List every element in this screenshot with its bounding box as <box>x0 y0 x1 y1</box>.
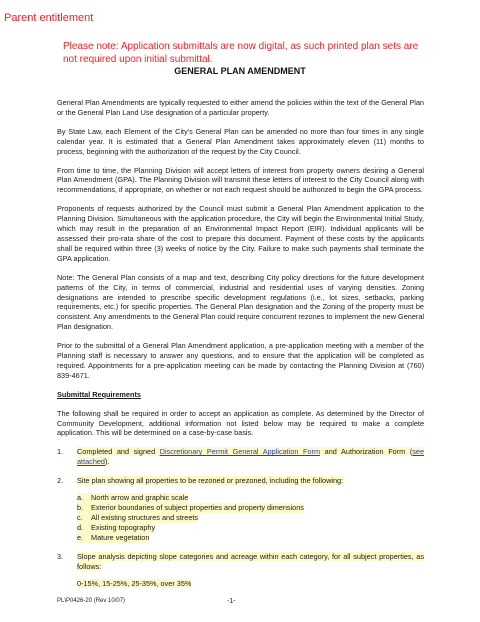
requirement-number: 1. <box>57 447 64 457</box>
requirement-text-start: Completed and signed <box>77 447 160 457</box>
sublist-text: Exterior boundaries of subject properties and property dimensions <box>91 503 304 512</box>
paragraph-state-law: By State Law, each Element of the City's General Plan can be amended no more than four times in any single calendar year. It is estimated that a General Plan Amendment takes approximately eleven (11) months to process, beginning with the authorization of the request by the City Council. <box>57 126 424 156</box>
requirement-text: Site plan showing all properties to be rezoned or prezoned, including the following: <box>77 476 344 486</box>
page-title: GENERAL PLAN AMENDMENT <box>174 66 306 76</box>
sublist-item <box>77 513 424 523</box>
sublist-letter: e. <box>77 533 91 543</box>
sublist-item <box>77 493 424 503</box>
requirement-text-end: ). <box>105 457 110 467</box>
page-number: -1- <box>227 598 236 605</box>
parent-entitlement-label: Parent entitlement <box>4 12 94 24</box>
sublist-item <box>77 503 424 513</box>
slope-ranges: 0-15%, 15-25%, 25-35%, over 35% <box>77 579 192 589</box>
requirement-text: Slope analysis depicting slope categories and acreage within each category, for all subject properties, as follows: <box>77 551 424 571</box>
sublist-text: All existing structures and streets <box>91 512 199 522</box>
paragraph-note: Note: The General Plan consists of a map and text, describing City policy directions for the future development patterns of the City, in terms of commercial, industrial and residential uses of varying densities. Zoning designations are intended to prescribe specific development regulations (i.e., lot sizes, setbacks, parking requirements, etc.) for specific properties. The General Plan designation and the Zoning of the property must be consistent. Any amendments to the General Plan could require concurrent rezones to implement the new General Plan designation. <box>57 272 424 332</box>
requirement-number: 3. <box>57 551 64 561</box>
document-body <box>57 98 424 598</box>
paragraph-proponents: Proponents of requests authorized by the Council must submit a General Plan Amendment application to the Planning Division. Simultaneous with the application procedure, the City will begin the Environmental Initial Study, which may result in the preparation of an Environmental Impact Report (EIR). Individual applicants will be assessed their pro-rata share of the cost to prepare this document. Payment of these costs by the applicants shall be required within three (3) weeks of notice by the City. Failure to make such payments shall terminate the GPA application. <box>57 204 424 263</box>
requirement-item-3 <box>57 552 424 590</box>
sublist-item <box>77 533 424 543</box>
requirement-number: 2. <box>57 476 64 486</box>
submittal-requirements-heading: Submittal Requirements <box>57 389 141 399</box>
requirements-list <box>57 447 424 589</box>
requirement-item-2 <box>57 476 424 542</box>
paragraph-intro: General Plan Amendments are typically requested to either amend the policies within the text of the General Plan or the General Plan Land Use designation of a particular property. <box>57 98 424 117</box>
paragraph-letters-of-interest: From time to time, the Planning Division will accept letters of interest from property owners desiring a General Plan Amendment (GPA). The Planning Division will transmit these letters of interest to the City Council along with recommendations, if appropriate, on whether or not each request should be authorized to begin the GPA process. <box>57 165 424 195</box>
requirement-text-middle: and Authorization Form ( <box>320 447 413 457</box>
requirement-text <box>77 447 424 467</box>
paragraph-pre-application: Prior to the submittal of a General Plan Amendment application, a pre-application meeting with a member of the Planning staff is necessary to answer any questions, and to ensure that the application will be completed as required. Appointments for a pre-application meeting can be made by contacting the Planning Division at (760) 839-4671. <box>57 341 424 380</box>
site-plan-sublist <box>77 493 424 543</box>
sublist-item <box>77 523 424 533</box>
sublist-letter: c. <box>77 513 91 523</box>
digital-submittal-notice: Please note: Application submittals are now digital, as such printed plan sets are not required upon initial submittal. <box>63 41 419 65</box>
sublist-text: North arrow and graphic scale <box>91 493 189 503</box>
sublist-letter: b. <box>77 503 91 513</box>
application-form-link[interactable]: Discretionary Permit General Application Form <box>159 447 321 457</box>
sublist-text: Existing topography <box>91 522 156 532</box>
sublist-letter: d. <box>77 523 91 533</box>
requirement-item-1 <box>57 447 424 467</box>
form-code: PL\P0426-20 (Rev 10/07) <box>57 598 126 604</box>
sublist-letter: a. <box>77 493 91 503</box>
see-attached-link[interactable]: see attached <box>77 447 425 467</box>
sublist-text: Mature vegetation <box>91 532 150 542</box>
submittal-intro: The following shall be required in order to accept an application as complete. As determined by the Director of Community Development, additional information not listed below may be required to make a complete application. This will be determined on a case-by-case basis. <box>57 408 424 438</box>
